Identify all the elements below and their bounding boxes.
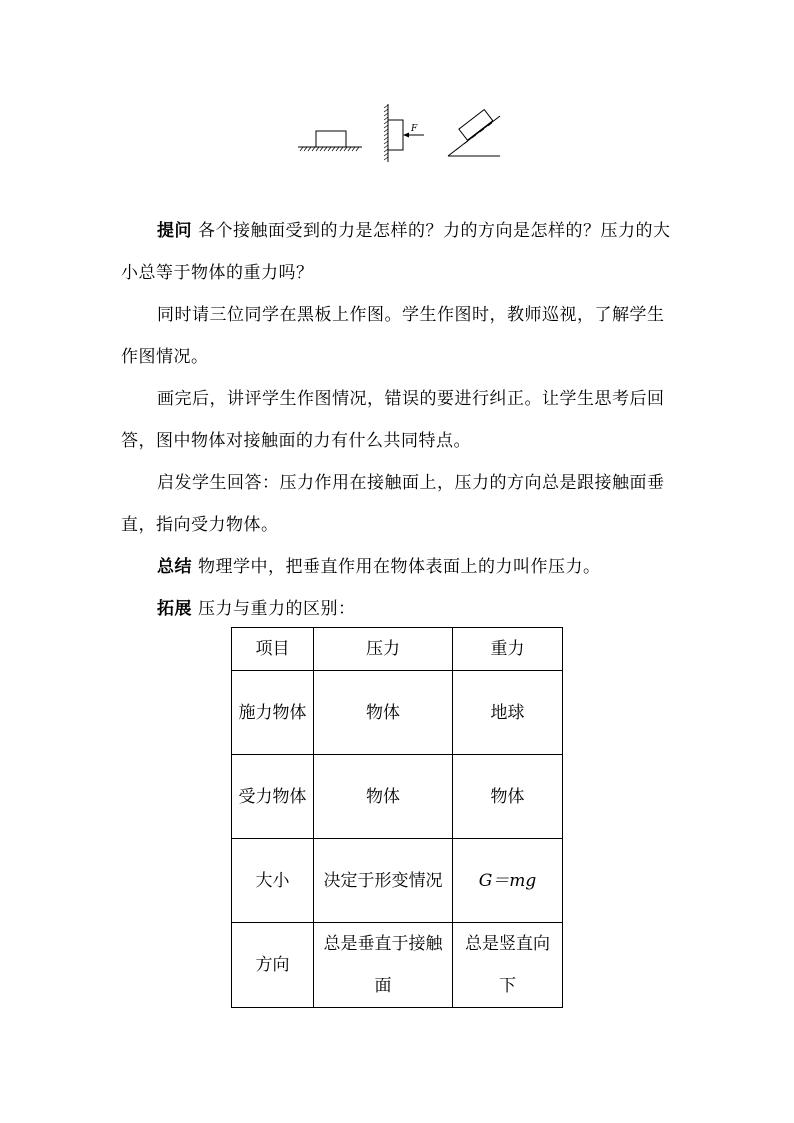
extension-text: 压力与重力的区别： (198, 599, 356, 619)
row-label: 施力物体 (232, 671, 314, 755)
pressure-cell: 物体 (314, 671, 453, 755)
paragraph-drawing (121, 294, 681, 378)
extension-heading: 拓展 (157, 599, 192, 619)
block-on-incline-diagram (448, 110, 500, 156)
summary-text: 物理学中，把垂直作用在物体表面上的力叫作压力。 (198, 557, 601, 577)
paragraph-summary (121, 546, 681, 588)
row-label: 受力物体 (232, 755, 314, 839)
pressure-cell: 决定于形变情况 (314, 839, 453, 923)
summary-heading: 总结 (157, 557, 192, 577)
header-pressure: 压力 (314, 628, 453, 671)
table-row (232, 671, 563, 755)
pressure-gravity-table (231, 627, 563, 1008)
pressure-cell: 总是垂直于接触面 (314, 923, 453, 1008)
gravity-cell: 地球 (453, 671, 563, 755)
header-item: 项目 (232, 628, 314, 671)
table-header-row (232, 628, 563, 671)
pressure-cell: 物体 (314, 755, 453, 839)
header-gravity: 重力 (453, 628, 563, 671)
gravity-cell: 物体 (453, 755, 563, 839)
force-f-label: F (411, 124, 418, 134)
question-text: 各个接触面受到的力是怎样的？力的方向是怎样的？压力的大小总等于物体的重力吗？ (121, 221, 671, 283)
drawing-text: 同时请三位同学在黑板上作图。学生作图时，教师巡视，了解学生作图情况。 (121, 305, 665, 367)
table-row (232, 839, 563, 923)
force-diagrams-figure (290, 98, 510, 168)
row-label: 大小 (232, 839, 314, 923)
gravity-cell: 总是竖直向下 (453, 923, 563, 1008)
table-row (232, 755, 563, 839)
question-heading: 提问 (157, 221, 192, 241)
paragraph-answer (121, 462, 681, 546)
gravity-formula-cell: G＝mg (453, 839, 563, 923)
answer-text: 启发学生回答：压力作用在接触面上，压力的方向总是跟接触面垂直，指向受力物体。 (121, 473, 665, 535)
block-on-ground-diagram (298, 131, 362, 151)
review-text: 画完后，讲评学生作图情况，错误的要进行纠正。让学生思考后回答，图中物体对接触面的力有什么共同特点。 (121, 389, 665, 451)
paragraph-review (121, 378, 681, 462)
paragraph-extension (121, 588, 681, 630)
table-row (232, 923, 563, 1008)
paragraph-question (121, 210, 681, 294)
row-label: 方向 (232, 923, 314, 1008)
block-on-wall-diagram (384, 104, 424, 162)
